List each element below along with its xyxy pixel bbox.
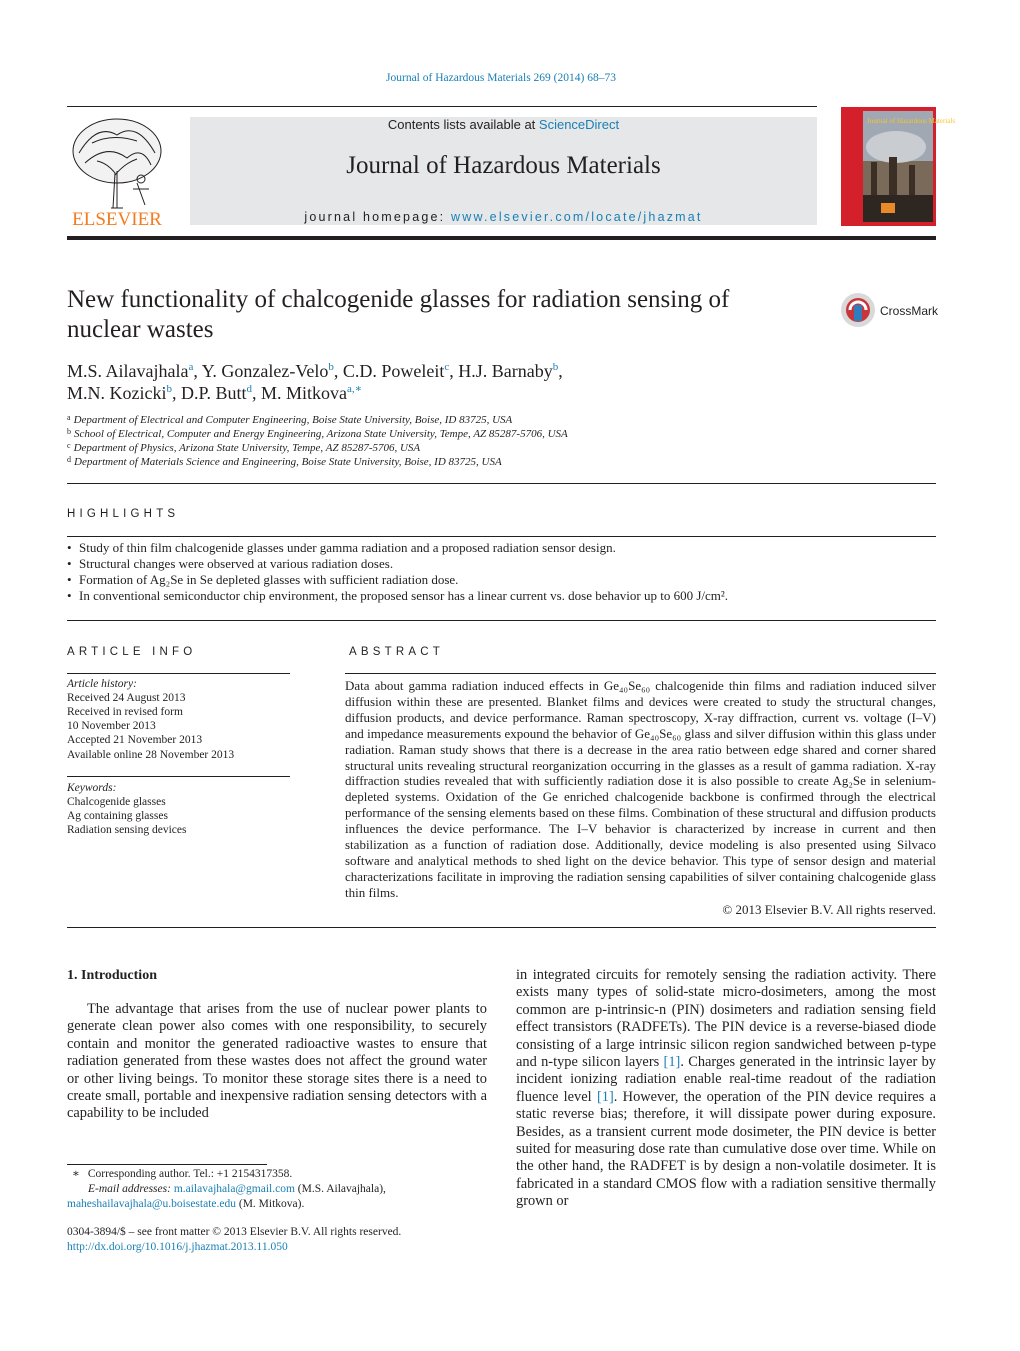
journal-reference-link[interactable]: Journal of Hazardous Materials 269 (2014) 68–73 (386, 72, 616, 84)
issn-line: 0304-3894/$ – see front matter © 2013 Elsevier B.V. All rights reserved. (67, 1226, 402, 1238)
highlight-item: • Structural changes were observed at various radiation doses. (67, 556, 393, 572)
crossmark-icon (840, 291, 940, 329)
journal-cover-icon (841, 107, 956, 226)
history-entry: Received in revised form (67, 706, 183, 718)
contents-availability-line: Contents lists available at ScienceDirect (387, 117, 620, 132)
history-entry: Received 24 August 2013 (67, 692, 186, 704)
header-thick-rule (67, 236, 936, 240)
section-divider (67, 620, 936, 621)
keywords-rule (67, 776, 290, 777)
affiliation-marker[interactable]: b (166, 383, 172, 395)
svg-text:ELSEVIER: ELSEVIER (72, 209, 162, 230)
keywords-label: Keywords: (67, 782, 117, 794)
affiliation: $^a$ Department of Electrical and Computer Engineering, Boise State University, Boise, ID 83725, USA (67, 413, 513, 426)
author-name: D.P. Butt (180, 383, 247, 403)
keyword: Ag containing glasses (67, 810, 168, 822)
citation-link[interactable]: [1] (596, 1088, 614, 1105)
svg-text:CrossMark: CrossMark (880, 304, 939, 318)
svg-text:Journal of Hazardous Materials: Journal of Hazardous Materials (867, 117, 956, 125)
section-heading-introduction: 1. Introduction (67, 968, 157, 983)
article-info-heading: ARTICLE INFO (67, 646, 197, 658)
history-entry: Available online 28 November 2013 (67, 749, 235, 761)
article-history-label: Article history: (67, 678, 137, 690)
section-divider (67, 927, 936, 928)
elsevier-tree-icon (67, 113, 167, 228)
affiliation: $^b$ School of Electrical, Computer and Energy Engineering, Arizona State University, Tempe, AZ 85287-5706, USA (67, 427, 568, 440)
abstract-copyright: © 2013 Elsevier B.V. All rights reserved. (722, 902, 936, 917)
highlight-item: • Formation of Ag₂Se in Se depleted glasses with sufficient radiation dose. (67, 572, 458, 588)
body-column-right: in integrated circuits for remotely sensing the radiation activity. There exists many types of solid-state micro-dosimeters, among the most common are p-intrinsic-n (PIN) dosimeters and radiation sensing field effect transistors (RADFETs). The PIN device is a reverse-biased diode consisting of a large intrinsic silicon region sandwiched between p-type and n-type silicon layers [1]. Charges generated in the intrinsic layer by incident ionizing radiation enable real-time readout of the radiation fluence level [1]. However, the operation of the PIN device requires a static reverse bias; therefore, it will dissipate power during exposure. Besides, as a transient current mode dosimeter, the PIN device is better suited for measuring dose rate than cumulative dose over time. While on the other hand, the RADFET is by design a non-volatile dosimeter. It is fabricated in a standard CMOS flow with a radiation sensitive thermally grown or (516, 967, 936, 1210)
keyword: Chalcogenide glasses (67, 796, 166, 808)
citation-link[interactable]: [1] (663, 1054, 681, 1071)
journal-homepage-link[interactable]: www.elsevier.com/locate/jhazmat (451, 210, 703, 224)
footnote-rule (67, 1164, 267, 1165)
email-link[interactable]: maheshailavajhala@u.boisestate.edu (67, 1198, 236, 1210)
affiliation-marker[interactable]: c (444, 361, 450, 373)
history-entry: Accepted 21 November 2013 (67, 734, 203, 746)
affiliation-marker[interactable]: a (188, 361, 194, 373)
affiliation: $^d$ Department of Materials Science and Engineering, Boise State University, Boise, ID 83725, USA (67, 455, 502, 468)
affiliation-marker[interactable]: a,∗ (347, 383, 363, 395)
keyword: Radiation sensing devices (67, 824, 187, 836)
affiliation-marker[interactable]: b (552, 361, 559, 373)
affiliation-marker[interactable]: b (328, 361, 334, 373)
abstract-text: Data about gamma radiation induced effects in Ge₄₀Se₆₀ chalcogenide thin films and radiation induced silver diffusion within these are presented. Blanket films and devices were created to study the structural changes, diffusion products, and device performance. Raman spectroscopy, X-ray diffraction, current vs. voltage (I–V) and impedance measurements expound the behavior of Ge₄₀Se₆₀ glass and silver diffusion within this glass under radiation. Raman study shows that there is a decrease in the area ratio between edge shared and corner shared structural units revealing structural reorganization occurring in the glasses as a result of gamma radiation. X-ray diffraction studies revealed that with sufficiently radiation dose it is also possible to create Ag₂Se in selenium-depleted systems. Oxidation of the Ge enriched chalcogenide backbone is confirmed through the electrical performance of the sensing elements based on these films. Combination of these structural and diffusion products influences the device performance. The I–V behavior is characterized by increase in current and then stabilization as a function of radiation dose. Additionally, device modeling is also presented using Silvaco software and analytical methods to shed light on the device behavior. This type of sensor design and material characterizations facilitate in improving the radiation sensing capabilities of silver containing chalcogenide glass thin films. (345, 678, 936, 900)
affiliation: $^c$ Department of Physics, Arizona State University, Tempe, AZ 85287-5706, USA (67, 441, 421, 454)
author-name: M.N. Kozicki (67, 383, 167, 403)
abstract-heading: ABSTRACT (349, 646, 444, 658)
author-name: C.D. Poweleit (342, 361, 445, 381)
author-list-line-2: M.N. Kozicki$^b$, D.P. Butt$^d$, M. Mitkova$^{a,∗}$ (67, 383, 363, 403)
journal-name: Journal of Hazardous Materials (346, 152, 661, 179)
journal-homepage-line: journal homepage: www.elsevier.com/locate/jhazmat (304, 210, 703, 224)
journal-cover-image[interactable] (841, 107, 956, 226)
email-link[interactable]: m.ailavajhala@gmail.com (173, 1183, 295, 1195)
email-footnote-cont: maheshailavajhala@u.boisestate.edu (M. Mitkova). (67, 1198, 305, 1210)
abstract-rule (345, 673, 936, 674)
article-info-rule (67, 673, 290, 674)
history-entry: 10 November 2013 (67, 720, 156, 732)
author-name: Y. Gonzalez-Velo (201, 361, 329, 381)
doi-link[interactable]: http://dx.doi.org/10.1016/j.jhazmat.2013.11.050 (67, 1241, 288, 1253)
highlights-heading: HIGHLIGHTS (67, 508, 180, 520)
author-name: M. Mitkova (261, 383, 348, 403)
corresponding-author-footnote: ∗ Corresponding author. Tel.: +1 2154317358. (72, 1168, 293, 1180)
sciencedirect-link[interactable]: ScienceDirect (538, 117, 620, 132)
section-divider (67, 483, 936, 484)
body-column-left: The advantage that arises from the use of nuclear power plants to generate clean power also comes with one responsibility, to securely contain and monitor the generated radioactive wastes to ensure that radiation generated from these wastes does not affect the ground water or other living beings. To monitor these storage sites there is a need to create small, portable and inexpensive radiation sensing detectors with a capability to be included (67, 1001, 487, 1122)
highlights-rule (67, 536, 936, 537)
highlight-item: • In conventional semiconductor chip environment, the proposed sensor has a linear current vs. dose behavior up to 600 J/cm². (67, 588, 728, 604)
highlight-item: • Study of thin film chalcogenide glasses under gamma radiation and a proposed radiation sensor design. (67, 540, 616, 556)
author-name: M.S. Ailavajhala (67, 361, 189, 381)
header-top-rule (67, 106, 817, 107)
affiliation-marker[interactable]: d (246, 383, 253, 395)
author-name: H.J. Barnaby (458, 361, 553, 381)
author-list-line-1: M.S. Ailavajhala$^a$, Y. Gonzalez-Velo$^b$, C.D. Poweleit$^c$, H.J. Barnaby$^b$, (67, 361, 563, 381)
article-title: New functionality of chalcogenide glasses for radiation sensing of nuclear wastes (67, 286, 730, 343)
elsevier-logo[interactable] (67, 113, 167, 228)
email-footnote: E-mail addresses: m.ailavajhala@gmail.com (M.S. Ailavajhala), (88, 1183, 386, 1195)
crossmark-badge[interactable] (840, 291, 940, 329)
